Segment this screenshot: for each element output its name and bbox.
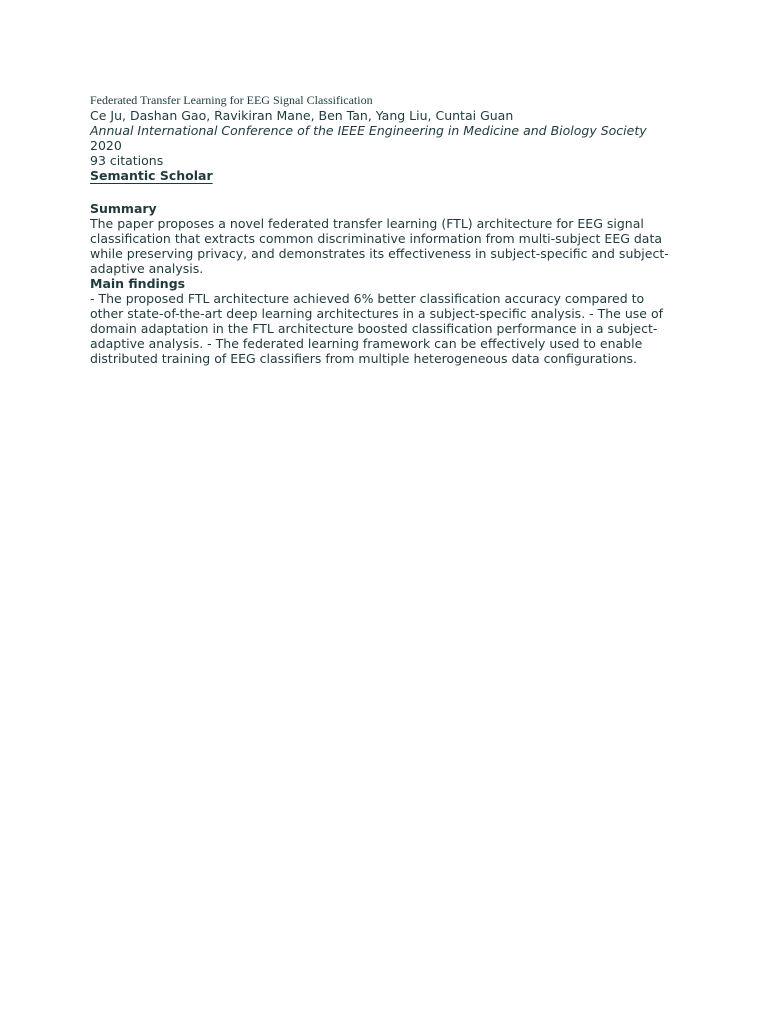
paper-authors: Ce Ju, Dashan Gao, Ravikiran Mane, Ben Tan, Yang Liu, Cuntai Guan xyxy=(90,108,514,123)
findings-text: - The proposed FTL architecture achieved 6% better classification accuracy compared to other state-of-the-art deep learning architectures in a subject-specific analysis. - The use of domain adaptation in the FTL architecture boosted classification performance in a subject-adaptive analysis. - The federated learning framework can be effectively used to enable distributed training of EEG classifiers from multiple heterogeneous data configurations. xyxy=(90,291,663,366)
summary-text: The paper proposes a novel federated transfer learning (FTL) architecture for EEG signal classification that extracts common discriminative information from multi-subject EEG data while preserving privacy, and demonstrates its effectiveness in subject-specific and subject-adaptive analysis. xyxy=(90,216,669,276)
paper-year: 2020 xyxy=(90,138,122,153)
summary-heading: Summary xyxy=(90,201,157,216)
findings-heading: Main findings xyxy=(90,276,186,291)
paper-title: Federated Transfer Learning for EEG Signal Classification xyxy=(90,93,373,107)
section-spacer xyxy=(90,183,680,201)
paper-card xyxy=(90,93,680,366)
source-link[interactable]: Semantic Scholar xyxy=(90,168,213,183)
citation-count: 93 citations xyxy=(90,153,164,168)
paper-venue: Annual International Conference of the IEEE Engineering in Medicine and Biology Society xyxy=(90,123,647,138)
